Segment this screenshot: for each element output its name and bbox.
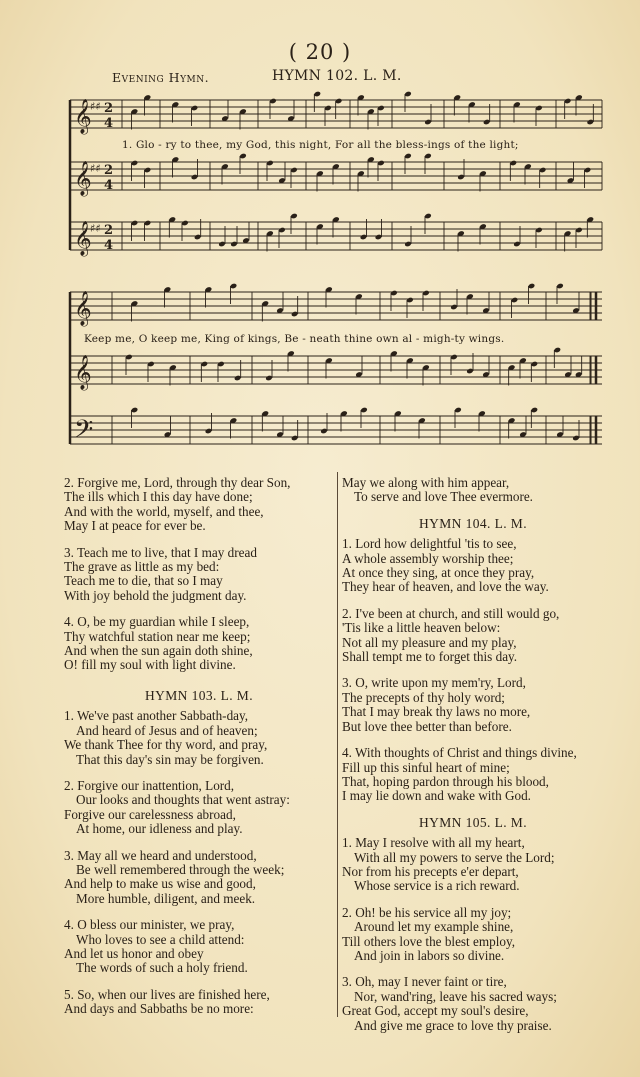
verse-line: 4. With thoughts of Christ and things divine,	[342, 745, 577, 761]
verse-line: To serve and love Thee evermore.	[354, 489, 533, 505]
clef-symbol: 𝄞	[74, 291, 92, 326]
verse-line: And join in labors so divine.	[354, 947, 505, 963]
stanza	[64, 779, 334, 837]
verse-line: The ills which I this day have done;	[64, 489, 253, 505]
stanza	[64, 849, 334, 907]
stanza	[342, 476, 604, 505]
time-signature-top: 2	[104, 101, 114, 116]
stanza	[342, 746, 604, 804]
verse-line: The grave as little as my bed:	[64, 559, 220, 575]
verse-line: 3. O, write upon my mem'ry, Lord,	[342, 675, 526, 691]
verse-line: 1. We've past another Sabbath-day,	[64, 708, 249, 724]
verse-line: We thank Thee for thy word, and pray,	[64, 737, 268, 753]
verse-line: 2. Forgive our inattention, Lord,	[64, 777, 235, 793]
hymn-104-title: HYMN 104. L. M.	[418, 515, 527, 531]
stanza	[64, 615, 334, 673]
verse-line: That, hoping pardon through his blood,	[342, 773, 549, 789]
verse-line: Till others love the blest employ,	[342, 933, 516, 949]
time-signature-bottom: 4	[104, 178, 114, 193]
stanza	[342, 906, 604, 964]
tune-label: Evening Hymn.	[112, 70, 210, 85]
verse-line: 1. Lord how delightful 'tis to see,	[342, 536, 517, 552]
verse-line: 2. Oh! be his service all my joy;	[342, 904, 512, 920]
stanza	[64, 476, 334, 534]
verse-line: 4. O, be my guardian while I sleep,	[64, 614, 250, 630]
verse-line: 'Tis like a little heaven below:	[342, 620, 501, 636]
verse-line: And with the world, myself, and thee,	[64, 503, 264, 519]
verse-line: 3. Teach me to live, that I may dread	[64, 544, 257, 560]
sharp-sign: ♯♯	[90, 100, 101, 113]
hymn-103-title: HYMN 103. L. M.	[144, 687, 253, 703]
verse-line: 2. Forgive me, Lord, through thy dear Son,	[64, 475, 291, 490]
hymn-102-heading: HYMN 102. L. M.	[272, 68, 402, 84]
verse-line: 3. Oh, may I never faint or tire,	[342, 974, 507, 990]
verse-line: With joy behold the judgment day.	[64, 587, 247, 603]
lyrics-line-2: Keep me, O keep me, King of kings, Be - neath thine own al - migh-ty wings.	[84, 333, 505, 345]
verse-line: That I may break thy laws no more,	[342, 704, 531, 720]
verse-line: Not all my pleasure and my play,	[342, 634, 517, 650]
verse-line: And days and Sabbaths be no more:	[64, 1001, 254, 1017]
verse-line: 3. May all we heard and understood,	[64, 847, 257, 863]
verse-line: The words of such a holy friend.	[76, 960, 248, 976]
stanza	[64, 546, 334, 604]
time-signature-bottom: 4	[104, 238, 114, 253]
column-divider	[337, 472, 338, 1017]
time-signature-top: 2	[104, 223, 114, 238]
verse-line: O! fill my soul with light divine.	[64, 657, 236, 673]
stanza	[64, 918, 334, 976]
verse-line: Be well remembered through the week;	[76, 861, 285, 877]
verse-line: And heard of Jesus and of heaven;	[76, 722, 258, 738]
stanza	[342, 836, 604, 894]
stanza	[342, 607, 604, 665]
left-column	[64, 476, 334, 1029]
verse-line: Fill up this sinful heart of mine;	[342, 759, 510, 775]
verse-line: And let us honor and obey	[64, 945, 204, 961]
verse-line: Our looks and thoughts that went astray:	[76, 792, 290, 808]
verse-line: Around let my example shine,	[354, 919, 514, 935]
verse-line: 5. So, when our lives are finished here,	[64, 986, 270, 1002]
clef-symbol: 𝄞	[74, 99, 92, 134]
verse-line: Great God, accept my soul's desire,	[342, 1003, 529, 1019]
stanza	[342, 537, 604, 595]
verse-line: 2. I've been at church, and still would go,	[342, 605, 560, 621]
verse-line: Forgive our carelessness abroad,	[64, 806, 236, 822]
verse-line: Nor, wand'ring, leave his sacred ways;	[354, 988, 557, 1004]
stanza	[64, 709, 334, 767]
verse-line: At once they sing, at once they pray,	[342, 565, 535, 581]
verse-line: And help to make us wise and good,	[64, 876, 256, 892]
verse-line: At home, our idleness and play.	[76, 821, 243, 837]
verse-line: A whole assembly worship thee;	[342, 550, 514, 566]
verse-line: Whose service is a rich reward.	[354, 878, 520, 894]
verse-line: Thy watchful station near me keep;	[64, 628, 251, 644]
clef-symbol: 𝄢	[74, 415, 94, 450]
stanza	[342, 676, 604, 734]
verse-line: With all my powers to serve the Lord;	[354, 849, 555, 865]
verse-line: 4. O bless our minister, we pray,	[64, 917, 235, 933]
verse-line: And give me grace to love thy praise.	[354, 1017, 552, 1033]
sharp-sign: ♯♯	[90, 162, 101, 175]
clef-symbol: 𝄞	[74, 161, 92, 196]
right-column	[342, 476, 604, 1045]
verse-line: That this day's sin may be forgiven.	[76, 751, 264, 767]
verse-line: May we along with him appear,	[342, 475, 510, 490]
page-number: ( 20 )	[288, 40, 352, 64]
clef-symbol: 𝄞	[74, 355, 92, 390]
verse-line: Who loves to see a child attend:	[76, 931, 245, 947]
stanza	[342, 975, 604, 1033]
hymn-105-title: HYMN 105. L. M.	[418, 814, 527, 830]
verse-line: 1. May I resolve with all my heart,	[342, 835, 525, 851]
verse-line: I may lie down and wake with God.	[342, 788, 531, 804]
sharp-sign: ♯♯	[90, 222, 101, 235]
verse-line: And when the sun again doth shine,	[64, 643, 253, 659]
verse-line: May I at peace for ever be.	[64, 518, 206, 534]
verse-line: Shall tempt me to forget this day.	[342, 649, 518, 665]
verse-line: But love thee better than before.	[342, 718, 512, 734]
verse-line: Teach me to die, that so I may	[64, 573, 223, 589]
lyrics-line-1: 1. Glo - ry to thee, my God, this night, For all the bless-ings of the light;	[122, 139, 519, 151]
clef-symbol: 𝄞	[74, 221, 92, 256]
verse-line: They hear of heaven, and love the way.	[342, 579, 549, 595]
verse-line: The precepts of thy holy word;	[342, 689, 505, 705]
verse-line: Nor from his precepts e'er depart,	[342, 863, 519, 879]
music-score	[0, 0, 640, 470]
verse-line: More humble, diligent, and meek.	[76, 890, 256, 906]
time-signature-top: 2	[104, 163, 114, 178]
stanza	[64, 988, 334, 1017]
time-signature-bottom: 4	[104, 116, 114, 131]
